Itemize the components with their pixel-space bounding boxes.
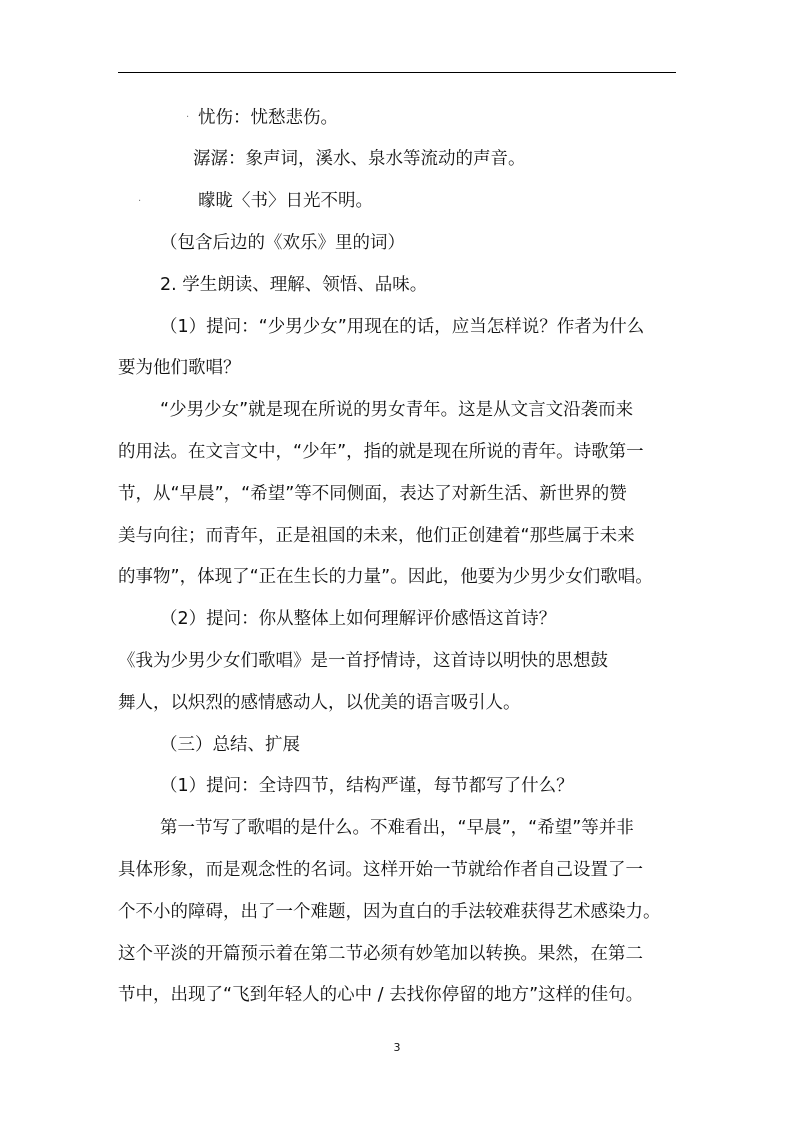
paragraph-line: 舞人，以炽烈的感情感动人，以优美的语言吸引人。	[118, 693, 521, 713]
section-heading: 2. 学生朗读、理解、领悟、品味。	[160, 275, 428, 295]
paragraph-line: 节中，出现了“飞到年轻人的心中 / 去找你停留的地方”这样的佳句。	[118, 985, 644, 1005]
paragraph-line: 的事物”，体现了“正在生长的力量”。因此，他要为少男少女们歌唱。	[118, 567, 653, 587]
paragraph-line: “少男少女”就是现在所说的男女青年。这是从文言文沿袭而来	[160, 400, 634, 420]
text-line: 潺潺：象声词，溪水、泉水等流动的声音。	[193, 149, 526, 169]
stray-mark: ·	[138, 196, 142, 207]
page-number: 3	[393, 1041, 401, 1054]
paragraph-line: 节，从“早晨”，“希望”等不同侧面，表达了对新生活、新世界的赞	[118, 484, 627, 504]
paragraph-line: 这个平淡的开篇预示着在第二节必须有妙笔加以转换。果然，在第二	[118, 944, 643, 964]
question: （2）提问：你从整体上如何理解评价感悟这首诗？	[160, 609, 557, 629]
header-rule	[118, 72, 676, 73]
section-heading: （三）总结、扩展	[160, 735, 300, 755]
question: （1）提问：全诗四节，结构严谨，每节都写了什么？	[160, 776, 574, 796]
text-line: 曚昽〈书〉日光不明。	[198, 191, 373, 211]
question: 要为他们歌唱？	[118, 358, 241, 378]
paragraph-line: 《我为少男少女们歌唱》是一首抒情诗，这首诗以明快的思想鼓	[118, 651, 608, 671]
paragraph-line: 具体形象，而是观念性的名词。这样开始一节就给作者自己设置了一	[118, 860, 643, 880]
text-line: 忧伤：忧愁悲伤。	[198, 108, 338, 128]
paragraph-line: 的用法。在文言文中，“少年”，指的就是现在所说的青年。诗歌第一	[118, 442, 644, 462]
question: （1）提问：“少男少女”用现在的话，应当怎样说？作者为什么	[160, 317, 645, 337]
paragraph-line: 美与向往；而青年，正是祖国的未来，他们正创建着“那些属于未来	[118, 526, 635, 546]
text-line: （包含后边的《欢乐》里的词）	[160, 233, 405, 253]
paragraph-line: 第一节写了歌唱的是什么。不难看出，“早晨”，“希望”等并非	[160, 818, 634, 838]
paragraph-line: 个不小的障碍，出了一个难题，因为直白的手法较难获得艺术感染力。	[118, 902, 661, 922]
stray-mark: ·	[186, 112, 190, 123]
